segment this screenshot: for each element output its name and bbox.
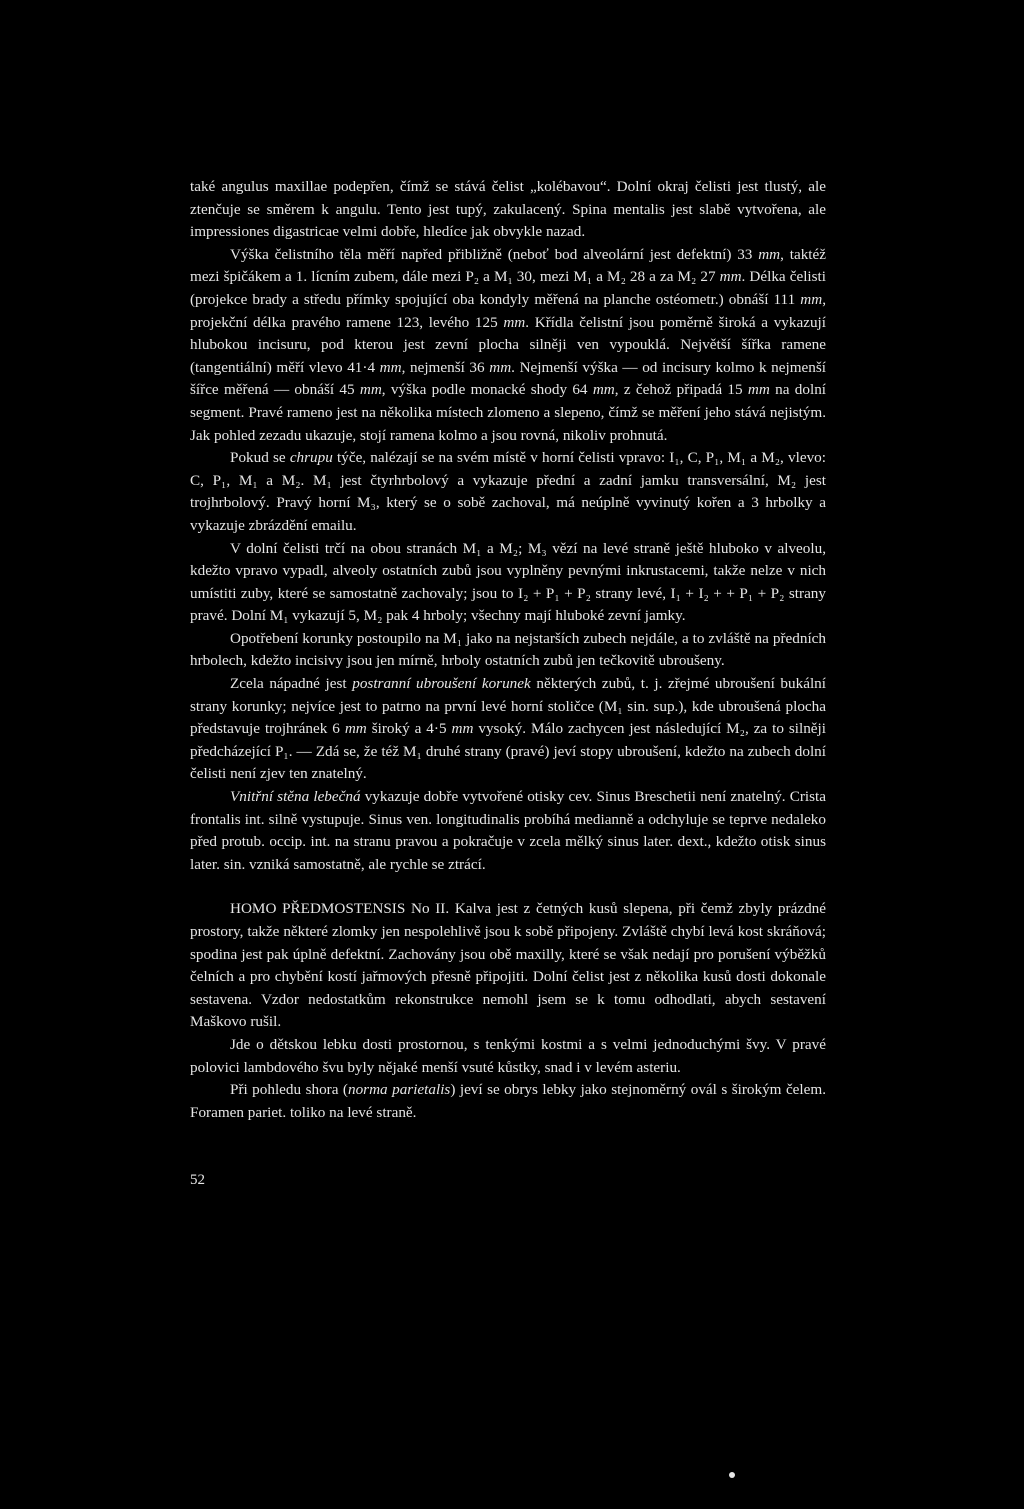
paragraph-homo-predmostensis-2: HOMO PŘEDMOSTENSIS No II. Kalva jest z četných kusů slepena, při čemž zbyly prázdné prostory, takže některé zlomky jen nespolehlivě jsou k sobě připojeny. Zvláště chybí levá kost skráňová; spodina jest pak úplně defektní. Zachovány jsou obě maxilly, které se však nedají pro porušení výběžků čelních a pro chybění kostí jařmových přesně připojiti. Dolní čelist jest z několika kusů dosti dokonale sestavena. Vzdor nedostatkům rekonstrukce nemohl jsem se k tomu odhodlati, abych sestavení Maškovo rušil. (190, 900, 826, 1031)
scan-speck (729, 1472, 735, 1478)
paragraph-mandible-angle: také angulus maxillae podepřen, čímž se stává čelist „kolébavou“. Dolní okraj čelisti jest tlustý, ale ztenčuje se směrem k angulu. Tento jest tupý, zakulacený. Spina mentalis jest slabě vytvořena, ale impressiones digastricae velmi dobře, hledíce jak obvykle nazad. (190, 178, 826, 241)
paragraph-norma-parietalis: Při pohledu shora (norma parietalis) jeví se obrys lebky jako stejnoměrný ovál s širokým čelem. Foramen pariet. toliko na levé straně. (190, 1081, 826, 1121)
document-page (190, 176, 826, 1124)
paragraph-mandible-height: Výška čelistního těla měří napřed přibližně (neboť bod alveolární jest defektní) 33 mm, taktéž mezi špičákem a 1. lícním zubem, dále mezi P₂ a M₁ 30, mezi M₁ a M₂ 28 a za M₂ 27 mm. Délka čelisti (projekce brady a středu přímky spojující oba kondyly měřená na planche ostéometr.) obnáší 111 mm, projekční délka pravého ramene 123, levého 125 mm. Křídla čelistní jsou poměrně široká a vykazují hlubokou incisuru, pod kterou jest zevní plocha silněji ven vypouklá. Největší šířka ramene (tangentiální) měří vlevo 41·4 mm, nejmenší 36 mm. Nejmenší výška — od incisury kolmo k nejmenší šířce měřená — obnáší 45 mm, výška podle monacké shody 64 mm, z čehož připadá 15 mm na dolní segment. Pravé rameno jest na několika místech zlomeno a slepeno, čímž se měření jeho stává nejistým. Jak pohled zezadu ukazuje, stojí ramena kolmo a jsou rovná, nikoliv prohnutá. (190, 245, 827, 444)
paragraph-child-skull: Jde o dětskou lebku dosti prostornou, s tenkými kostmi a s velmi jednoduchými švy. V pravé polovici lambdového švu byly nějaké menší vsuté kůstky, snad i v levém asteriu. (190, 1035, 826, 1076)
paragraph-crown-wear: Opotřebení korunky postoupilo na M₁ jako na nejstarších zubech nejdále, a to zvláště na předních hrbolech, kdežto incisivy jsou jen mírně, hrboly ostatních zubů jen tečkovitě ubroušeny. (190, 629, 826, 670)
paragraph-lateral-abrasion: Zcela nápadné jest postranní ubroušení korunek některých zubů, t. j. zřejmé ubroušení bukální strany korunky; nejvíce jest to patrno na první levé horní stoličce (M₁ sin. sup.), kde ubroušená plocha představuje trojhránek 6 mm široký a 4·5 mm vysoký. Málo zachycen jest následující M₂, za to silněji předcházející P₁. — Zdá se, že též M₁ druhé strany (pravé) jeví stopy ubroušení, kdežto na zubech dolní čelisti není zjev ten znatelný. (190, 675, 826, 783)
paragraph-lower-jaw-teeth: V dolní čelisti trčí na obou stranách M₁ a M₂; M₃ vězí na levé straně ještě hluboko v alveolu, kdežto vpravo vypadl, alveoly ostatních zubů jsou vyplněny pevnými inkrustacemi, takže nelze v nich umístiti zuby, které se samostatně zachovaly; jsou to I₂ + P₁ + P₂ strany levé, I₁ + I₂ + + P₁ + P₂ strany pravé. Dolní M₁ vykazují 5, M₂ pak 4 hrboly; všechny mají hluboké zevní jamky. (190, 539, 826, 625)
section-gap (190, 876, 826, 898)
paragraph-inner-wall: Vnitřní stěna lebečná vykazuje dobře vytvořené otisky cev. Sinus Breschetii není znatelný. Crista frontalis int. silně vystupuje. Sinus ven. longitudinalis probíhá medianně a odchyluje se teprve nedaleko před protub. occip. int. na stranu pravou a pokračuje v zcela mělký sinus later. dext., kdežto otisk sinus later. sin. vzniká samostatně, ale rychle se ztrácí. (190, 788, 826, 873)
page-number: 52 (190, 1172, 205, 1188)
paragraph-dentition: Pokud se chrupu týče, nalézají se na svém místě v horní čelisti vpravo: I₁, C, P₁, M₁ a M₂, vlevo: C, P₁, M₁ a M₂. M₁ jest čtyrhrbolový a vykazuje přední a zadní jamku transversální, M₂ jest trojhrbolový. Pravý horní M₃, který se o sobě zachoval, má neúplně vyvinutý kořen a 3 hrbolky a vykazuje zbrázdění emailu. (190, 449, 826, 534)
